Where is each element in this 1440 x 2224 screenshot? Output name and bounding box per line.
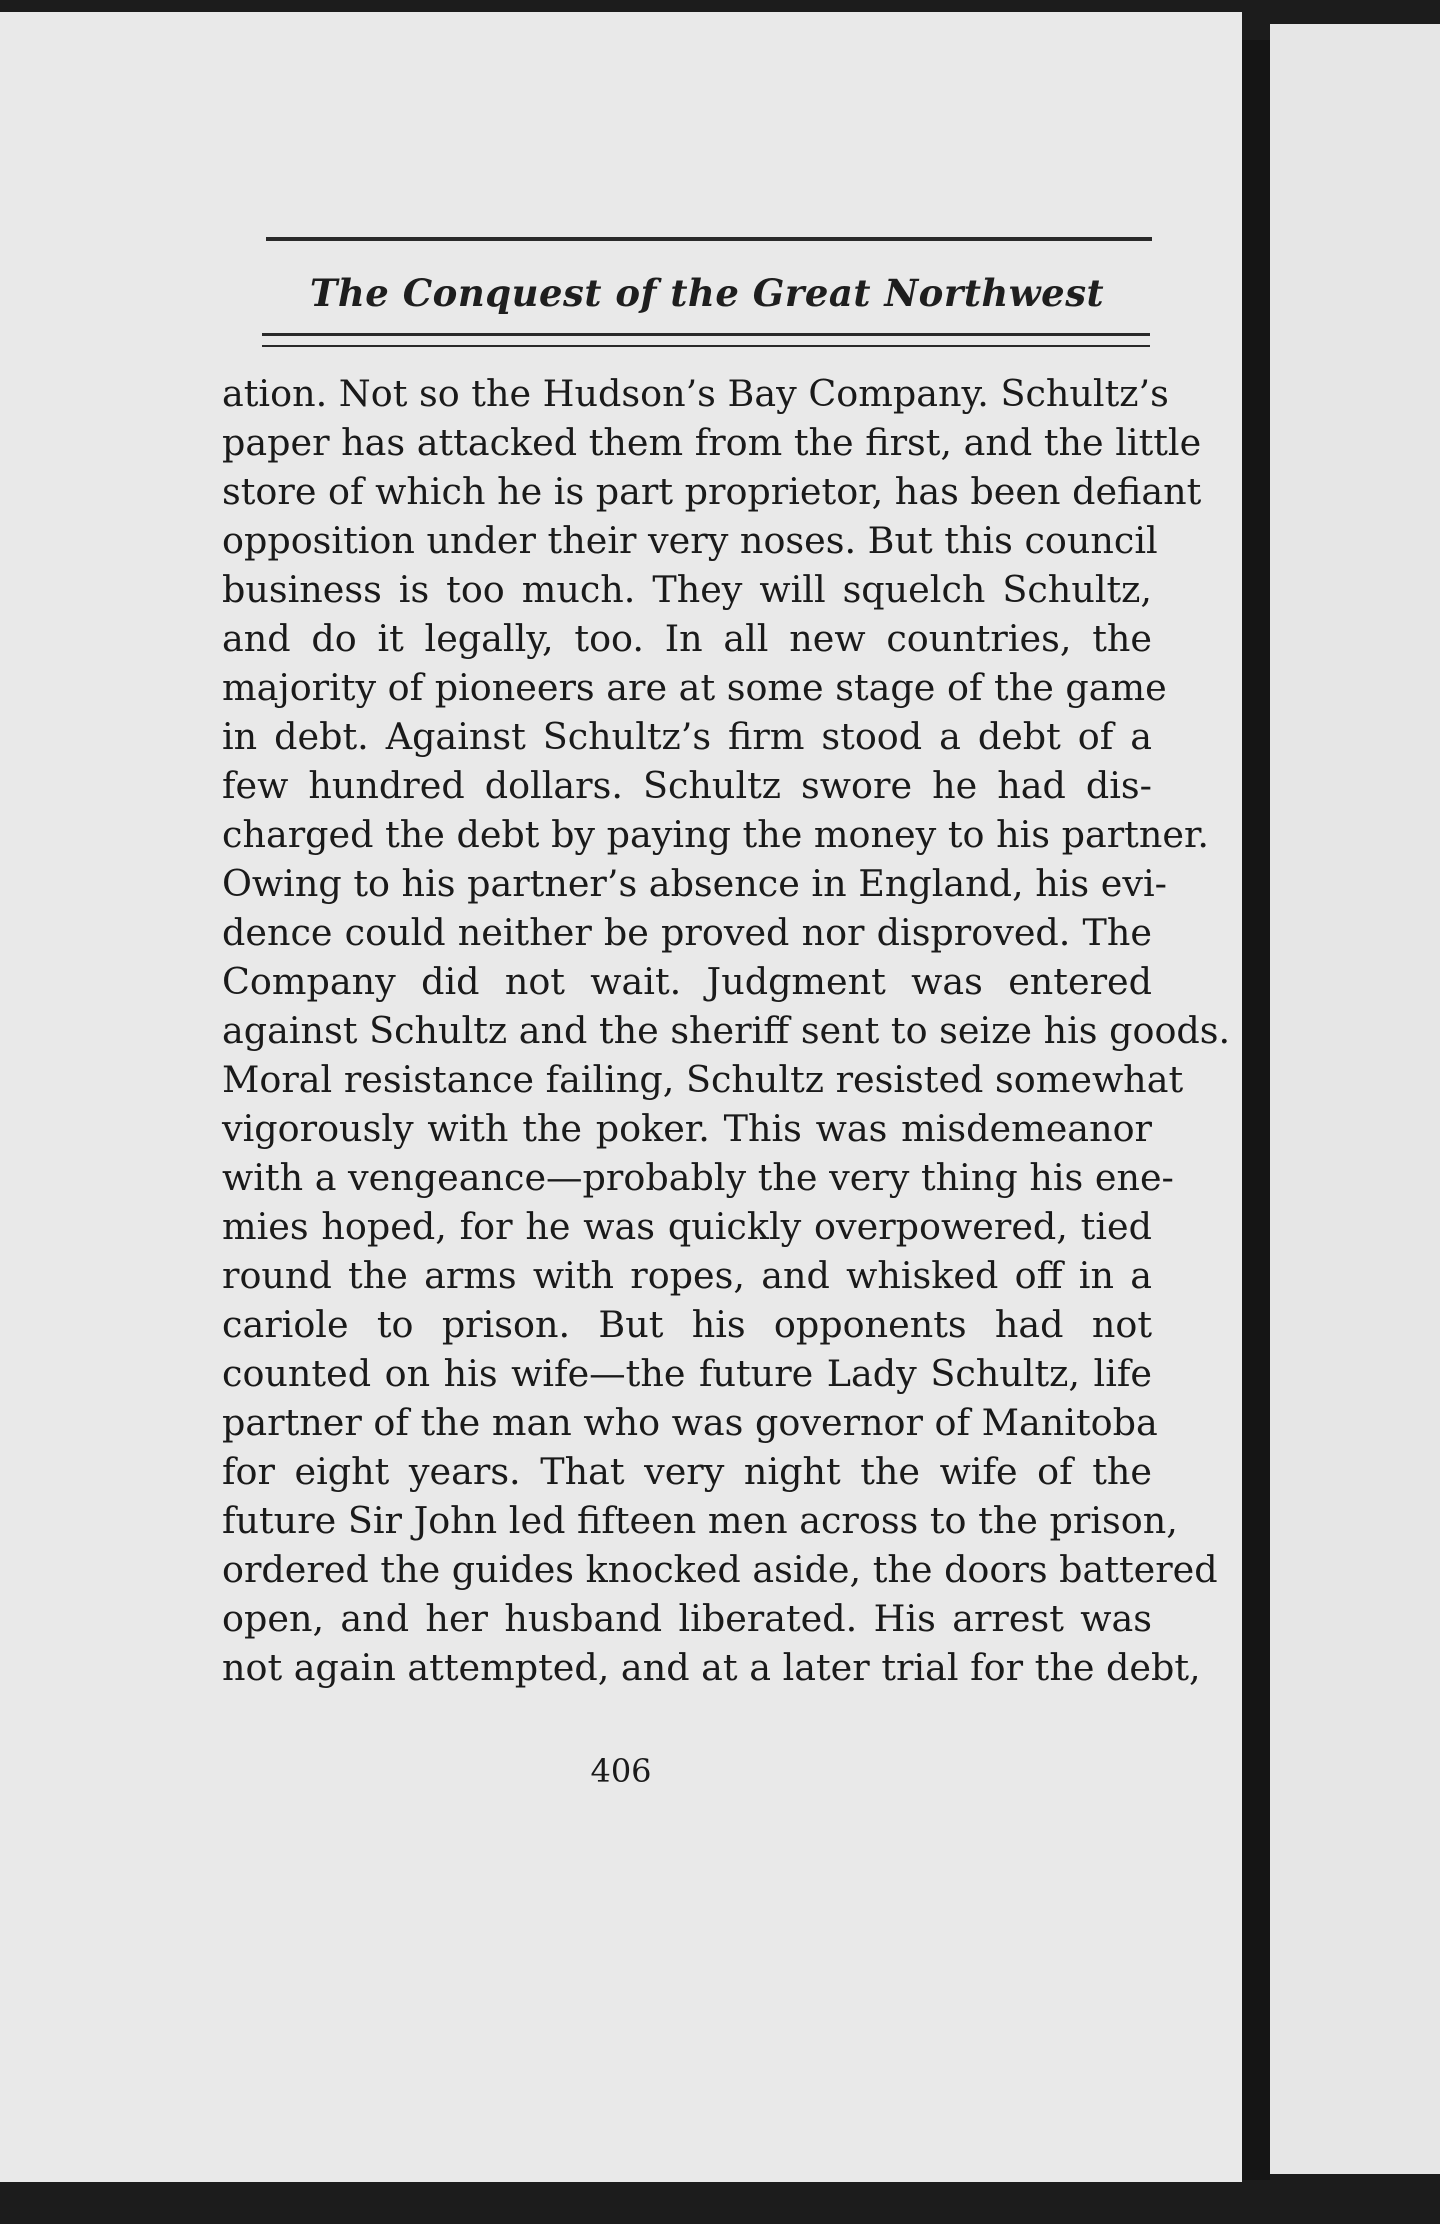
- text-line: not again attempted, and at a later trial for the debt,: [222, 1646, 1201, 1689]
- running-header: [262, 237, 1152, 367]
- text-line: open, and her husband liberated. His arrest was: [222, 1597, 1152, 1640]
- text-line: in debt. Against Schultz’s firm stood a debt of a: [222, 715, 1152, 758]
- running-header-title: The Conquest of the Great Northwest: [309, 271, 1105, 315]
- text-line: ordered the guides knocked aside, the doors battered: [222, 1548, 1218, 1591]
- text-line: future Sir John led fifteen men across to the prison,: [222, 1499, 1178, 1542]
- book-gutter: [1242, 40, 1270, 2180]
- text-line: for eight years. That very night the wife of the: [222, 1450, 1152, 1493]
- text-line: ation. Not so the Hudson’s Bay Company. Schultz’s: [222, 372, 1169, 415]
- text-line: store of which he is part proprietor, has been defiant: [222, 470, 1202, 513]
- body-text: [222, 369, 1231, 1692]
- page-number: 406: [590, 1752, 652, 1790]
- text-line: few hundred dollars. Schultz swore he had dis-: [222, 764, 1152, 807]
- text-line: paper has attacked them from the first, and the little: [222, 421, 1202, 464]
- text-line: Owing to his partner’s absence in England, his evi-: [222, 862, 1167, 905]
- text-line: majority of pioneers are at some stage of the game: [222, 666, 1167, 709]
- facing-page-edge: [1270, 24, 1440, 2174]
- text-line: and do it legally, too. In all new countries, the: [222, 617, 1152, 660]
- text-line: business is too much. They will squelch Schultz,: [222, 568, 1152, 611]
- header-rule-bottom-double: [262, 345, 1150, 347]
- text-line: mies hoped, for he was quickly overpowered, tied: [222, 1205, 1152, 1248]
- text-line: vigorously with the poker. This was misdemeanor: [222, 1107, 1152, 1150]
- header-rule-top: [266, 237, 1152, 241]
- text-line: Moral resistance failing, Schultz resisted somewhat: [222, 1058, 1184, 1101]
- book-page: [0, 12, 1242, 2182]
- text-line: dence could neither be proved nor disproved. The: [222, 911, 1152, 954]
- text-line: charged the debt by paying the money to his partner.: [222, 813, 1209, 856]
- text-line: cariole to prison. But his opponents had not: [222, 1303, 1152, 1346]
- text-line: opposition under their very noses. But this council: [222, 519, 1158, 562]
- text-line: partner of the man who was governor of Manitoba: [222, 1401, 1158, 1444]
- text-line: counted on his wife—the future Lady Schultz, life: [222, 1352, 1152, 1395]
- text-line: round the arms with ropes, and whisked off in a: [222, 1254, 1152, 1297]
- text-line: with a vengeance—probably the very thing his ene-: [222, 1156, 1174, 1199]
- text-line: Company did not wait. Judgment was entered: [222, 960, 1152, 1003]
- text-line: against Schultz and the sheriff sent to seize his goods.: [222, 1009, 1231, 1052]
- header-rule-bottom: [262, 333, 1150, 336]
